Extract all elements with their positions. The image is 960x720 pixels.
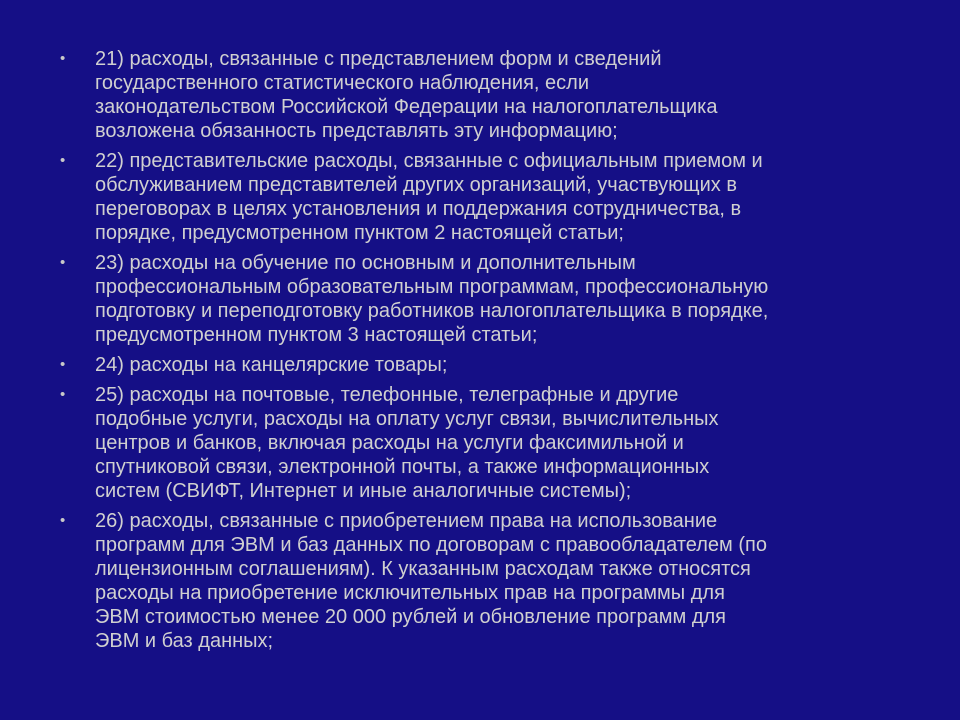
bullet-icon: • xyxy=(60,356,66,373)
bullet-icon: • xyxy=(60,386,66,403)
list-item xyxy=(60,149,910,245)
item-text: 21) расходы, связанные с представлением форм и сведений государственного статистического наблюдения, если законодательством Российской Федерации на налогоплательщика возложена обязанность представлять эту информацию; xyxy=(95,48,718,142)
list-item xyxy=(60,251,910,347)
bullet-icon: • xyxy=(60,512,66,529)
list-item xyxy=(60,383,910,503)
bullet-icon: • xyxy=(60,254,66,271)
bullet-list xyxy=(60,47,910,659)
item-text: 25) расходы на почтовые, телефонные, телеграфные и другие подобные услуги, расходы на оплату услуг связи, вычислительных центров и банков, включая расходы на услуги факсимильной и спутниковой связи, электронной почты, а также информационных систем (СВИФТ, Интернет и иные аналогичные системы); xyxy=(95,384,719,502)
list-item xyxy=(60,353,910,377)
bullet-icon: • xyxy=(60,50,66,67)
item-text: 23) расходы на обучение по основным и дополнительным профессиональным образовательным программам, профессиональную подготовку и переподготовку работников налогоплательщика в порядке, предусмотренном пунктом 3 настоящей статьи; xyxy=(95,252,769,346)
list-item xyxy=(60,47,910,143)
item-text: 26) расходы, связанные с приобретением права на использование программ для ЭВМ и баз данных по договорам с правообладателем (по лицензионным соглашениям). К указанным расходам также относятся расходы на приобретение исключительных прав на программы для ЭВМ стоимостью менее 20 000 рублей и обновление программ для ЭВМ и баз данных; xyxy=(95,510,767,652)
list-item xyxy=(60,509,910,653)
item-text: 22) представительские расходы, связанные с официальным приемом и обслуживанием представителей других организаций, участвующих в переговорах в целях установления и поддержания сотрудничества, в порядке, предусмотренном пунктом 2 настоящей статьи; xyxy=(95,150,763,244)
bullet-icon: • xyxy=(60,152,66,169)
item-text: 24) расходы на канцелярские товары; xyxy=(95,354,448,376)
